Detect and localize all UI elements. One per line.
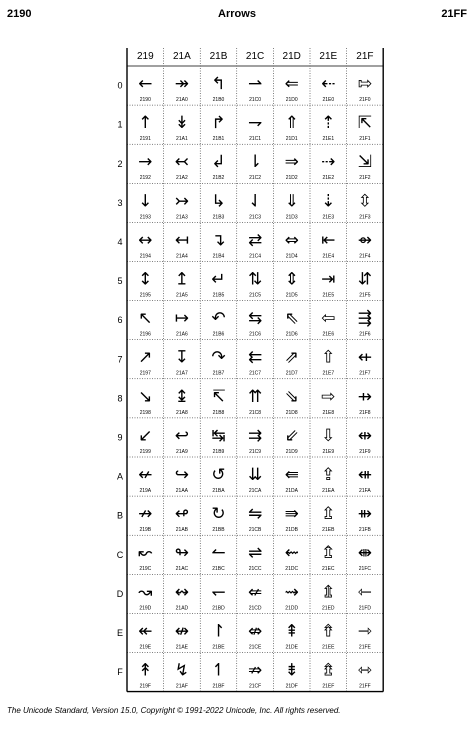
code-label-21E4: 21E4 — [322, 253, 335, 260]
glyph-21A0: ↠ — [174, 74, 190, 94]
glyph-21DF: ⇟ — [284, 660, 299, 681]
glyph-219A: ↚ — [138, 465, 153, 485]
code-label-21FA: 21FA — [359, 488, 371, 494]
glyph-21CD: ⇍ — [247, 582, 263, 603]
glyph-21BE: ↾ — [211, 621, 226, 642]
glyph-219F: ↟ — [138, 660, 153, 681]
code-label-21D0: 21D0 — [285, 97, 298, 103]
glyph-21C7: ⇇ — [247, 347, 263, 368]
code-label-21B0: 21B0 — [212, 97, 225, 103]
code-label-21CE: 21CE — [248, 644, 262, 651]
glyph-21B4: ↴ — [211, 230, 226, 251]
code-label-21F7: 21F7 — [359, 370, 371, 377]
code-label-21E8: 21E8 — [322, 409, 335, 416]
code-label-21BF: 21BF — [212, 683, 225, 690]
glyph-21B8: ↸ — [211, 386, 226, 407]
code-label-21CD: 21CD — [248, 605, 262, 612]
glyph-21FE: ⇾ — [357, 621, 373, 642]
code-label-21C6: 21C6 — [249, 331, 262, 338]
glyph-21DE: ⇞ — [284, 621, 299, 642]
code-label-21DF: 21DF — [285, 683, 298, 690]
glyph-21EF: ⇯ — [321, 660, 336, 681]
code-label-21B5: 21B5 — [212, 292, 225, 299]
glyph-21EA: ⇪ — [321, 465, 336, 485]
code-label-21F2: 21F2 — [359, 175, 371, 182]
glyph-21F3: ⇳ — [357, 191, 373, 212]
glyph-21C8: ⇈ — [247, 386, 263, 407]
glyph-21C1: ⇁ — [247, 113, 263, 134]
glyph-21D6: ⇖ — [284, 308, 299, 329]
glyph-21F6: ⇶ — [357, 308, 373, 329]
code-label-21A4: 21A4 — [176, 253, 188, 260]
glyph-2196: ↖ — [138, 308, 153, 329]
glyph-21DA: ⇚ — [284, 465, 299, 485]
glyph-21CE: ⇎ — [247, 621, 263, 642]
code-label-21F8: 21F8 — [359, 409, 371, 416]
code-label-219F: 219F — [139, 683, 152, 690]
column-header-21C: 21C — [245, 51, 265, 62]
glyph-21C5: ⇅ — [247, 269, 263, 290]
row-header-9: 9 — [117, 432, 123, 443]
glyph-21F9: ⇹ — [357, 425, 373, 446]
row-header-2: 2 — [117, 158, 123, 169]
code-label-21E2: 21E2 — [322, 175, 335, 182]
code-label-21E1: 21E1 — [322, 136, 335, 143]
glyph-21E7: ⇧ — [321, 347, 336, 368]
code-label-21ED: 21ED — [322, 605, 335, 612]
glyph-21D2: ⇒ — [284, 152, 299, 173]
code-label-21D9: 21D9 — [285, 448, 298, 455]
code-label-21DA: 21DA — [285, 488, 298, 494]
column-header-21B: 21B — [209, 51, 228, 62]
glyph-21A4: ↤ — [174, 230, 190, 251]
row-header-4: 4 — [117, 236, 123, 247]
glyph-219D: ↝ — [138, 582, 153, 603]
code-label-2198: 2198 — [139, 409, 151, 416]
code-label-21DD: 21DD — [285, 605, 299, 612]
glyph-21A9: ↩ — [174, 425, 190, 446]
glyph-21D1: ⇑ — [284, 113, 299, 134]
glyph-21E8: ⇨ — [321, 386, 336, 407]
code-label-21E6: 21E6 — [322, 331, 335, 338]
code-label-21B4: 21B4 — [212, 253, 225, 260]
row-header-B: B — [116, 510, 124, 521]
glyph-21BD: ↽ — [211, 582, 226, 603]
code-label-21FE: 21FE — [358, 644, 371, 651]
glyph-21E5: ⇥ — [321, 269, 336, 290]
code-label-2195: 2195 — [139, 292, 151, 299]
glyph-21B9: ↹ — [211, 425, 226, 446]
code-label-21A1: 21A1 — [176, 136, 188, 143]
code-label-21C3: 21C3 — [249, 214, 262, 221]
row-header-F: F — [117, 667, 123, 678]
code-label-21BC: 21BC — [212, 566, 225, 573]
glyph-219E: ↞ — [138, 621, 153, 642]
glyph-219C: ↜ — [138, 543, 153, 564]
glyph-21FA: ⇺ — [357, 465, 373, 485]
code-label-21A0: 21A0 — [176, 97, 188, 103]
glyph-21A8: ↨ — [174, 386, 190, 407]
glyph-21AF: ↯ — [174, 660, 190, 681]
glyph-21CF: ⇏ — [247, 660, 263, 681]
glyph-21C9: ⇉ — [247, 425, 263, 446]
code-label-21FB: 21FB — [358, 527, 371, 534]
code-label-21BB: 21BB — [212, 527, 225, 534]
code-label-21FC: 21FC — [358, 566, 372, 573]
code-label-219A: 219A — [139, 488, 152, 494]
code-label-21EE: 21EE — [322, 644, 335, 651]
row-header-E: E — [116, 627, 124, 638]
code-label-21D8: 21D8 — [285, 409, 298, 416]
glyph-21D5: ⇕ — [284, 269, 299, 290]
code-label-21A3: 21A3 — [176, 214, 188, 221]
glyph-2191: ↑ — [138, 113, 153, 134]
code-label-21FF: 21FF — [359, 683, 371, 690]
glyph-21A6: ↦ — [174, 308, 190, 329]
code-label-21B7: 21B7 — [212, 370, 225, 377]
code-label-219E: 219E — [139, 644, 152, 651]
code-label-21D7: 21D7 — [285, 370, 298, 377]
code-label-21AB: 21AB — [175, 527, 189, 534]
row-header-1: 1 — [117, 119, 123, 130]
code-label-2190: 2190 — [139, 97, 151, 103]
row-header-7: 7 — [117, 354, 123, 365]
range-start-label: 2190 — [7, 8, 32, 20]
glyph-21A1: ↡ — [174, 113, 190, 134]
glyph-21CA: ⇊ — [247, 465, 263, 485]
code-label-21B9: 21B9 — [212, 448, 225, 455]
glyph-21E0: ⇠ — [321, 74, 336, 94]
code-label-21AC: 21AC — [175, 566, 189, 573]
glyph-21E2: ⇢ — [321, 152, 336, 173]
column-header-21F: 21F — [356, 51, 374, 62]
code-label-21D3: 21D3 — [285, 214, 298, 221]
code-label-21A2: 21A2 — [176, 175, 188, 182]
code-label-21F1: 21F1 — [359, 136, 371, 143]
code-label-21AA: 21AA — [175, 488, 189, 494]
glyph-21FC: ⇼ — [357, 543, 373, 564]
code-label-21E3: 21E3 — [322, 214, 335, 221]
column-header-21A: 21A — [173, 51, 191, 62]
glyph-21EB: ⇫ — [321, 504, 336, 525]
glyph-21CC: ⇌ — [247, 543, 263, 564]
glyph-21AA: ↪ — [174, 465, 190, 485]
code-label-21C2: 21C2 — [249, 175, 262, 182]
row-header-A: A — [116, 471, 124, 482]
code-label-2196: 2196 — [139, 331, 151, 338]
glyph-21C3: ⇃ — [247, 191, 263, 212]
code-label-21C8: 21C8 — [249, 409, 262, 416]
row-header-6: 6 — [117, 315, 123, 326]
code-label-21B2: 21B2 — [212, 175, 225, 182]
glyph-21B0: ↰ — [211, 74, 226, 94]
glyph-21A7: ↧ — [174, 347, 190, 368]
code-label-21A8: 21A8 — [176, 409, 188, 416]
glyph-2195: ↕ — [138, 269, 153, 290]
code-label-21F9: 21F9 — [359, 448, 371, 455]
code-label-21B1: 21B1 — [212, 136, 225, 143]
code-label-21EA: 21EA — [322, 488, 335, 494]
glyph-21E4: ⇤ — [321, 230, 336, 251]
code-label-21FD: 21FD — [358, 605, 372, 612]
code-label-21E5: 21E5 — [322, 292, 335, 299]
code-label-21DB: 21DB — [285, 527, 298, 534]
code-label-21EB: 21EB — [322, 527, 335, 534]
code-label-2197: 2197 — [139, 370, 151, 377]
glyph-21DC: ⇜ — [284, 543, 299, 564]
glyph-21F4: ⇴ — [357, 230, 373, 251]
glyph-21D0: ⇐ — [284, 74, 299, 94]
glyph-2194: ↔ — [138, 230, 153, 251]
code-label-2194: 2194 — [139, 253, 151, 260]
glyph-21AE: ↮ — [174, 621, 190, 642]
glyph-21B6: ↶ — [211, 308, 226, 329]
glyph-21DD: ⇝ — [284, 582, 299, 603]
glyph-21BF: ↿ — [211, 660, 226, 681]
code-label-2192: 2192 — [139, 175, 151, 182]
glyph-21C4: ⇄ — [247, 230, 263, 251]
code-label-21D4: 21D4 — [285, 253, 298, 260]
code-label-21C7: 21C7 — [249, 370, 262, 377]
code-label-21F0: 21F0 — [359, 97, 371, 103]
glyph-21E9: ⇩ — [321, 425, 336, 446]
glyph-21BC: ↼ — [211, 543, 226, 564]
code-label-21A6: 21A6 — [176, 331, 188, 338]
glyph-21FD: ⇽ — [357, 582, 373, 603]
code-label-21AF: 21AF — [175, 683, 188, 690]
glyph-21C2: ⇂ — [247, 152, 263, 173]
code-label-21D2: 21D2 — [285, 175, 298, 182]
code-label-21B3: 21B3 — [212, 214, 225, 221]
glyph-2197: ↗ — [138, 347, 153, 368]
code-label-219C: 219C — [139, 566, 152, 573]
glyph-2192: → — [138, 152, 153, 173]
glyph-21A2: ↢ — [174, 152, 190, 173]
glyph-21F8: ⇸ — [357, 386, 373, 407]
glyph-21EC: ⇬ — [321, 543, 336, 564]
code-label-219D: 219D — [139, 605, 152, 612]
glyph-21E6: ⇦ — [321, 308, 336, 329]
code-label-21B8: 21B8 — [212, 409, 225, 416]
code-label-21C9: 21C9 — [249, 448, 262, 455]
glyph-2199: ↙ — [138, 425, 153, 446]
code-label-21A7: 21A7 — [176, 370, 188, 377]
code-label-21F6: 21F6 — [359, 331, 371, 338]
glyph-21AC: ↬ — [174, 543, 190, 564]
glyph-21DB: ⇛ — [284, 504, 299, 525]
row-header-8: 8 — [117, 393, 123, 404]
code-label-21E0: 21E0 — [322, 97, 335, 103]
row-header-C: C — [116, 549, 124, 560]
code-label-21F3: 21F3 — [359, 214, 371, 221]
glyph-21F0: ⇰ — [357, 74, 373, 94]
glyph-21B2: ↲ — [211, 152, 226, 173]
code-label-21A9: 21A9 — [176, 448, 188, 455]
glyph-21F5: ⇵ — [357, 269, 373, 290]
code-label-21C5: 21C5 — [249, 292, 262, 299]
row-header-D: D — [116, 588, 124, 599]
glyph-21AD: ↭ — [174, 582, 190, 603]
glyph-21B5: ↵ — [211, 269, 226, 290]
code-label-21CC: 21CC — [248, 566, 262, 573]
glyph-21B3: ↳ — [211, 191, 226, 212]
glyph-21E3: ⇣ — [321, 191, 336, 212]
block-title: Arrows — [218, 8, 256, 20]
glyph-21BA: ↺ — [211, 465, 226, 485]
copyright-footer: The Unicode Standard, Version 15.0, Copyright © 1991-2022 Unicode, Inc. All rights reserved. — [7, 706, 341, 715]
code-label-2191: 2191 — [139, 136, 151, 143]
glyph-219B: ↛ — [138, 504, 153, 525]
glyph-21ED: ⇭ — [321, 582, 336, 603]
glyph-2198: ↘ — [138, 386, 153, 407]
glyph-21C6: ⇆ — [247, 308, 263, 329]
code-label-21DC: 21DC — [285, 566, 299, 573]
code-label-21C0: 21C0 — [249, 97, 262, 103]
code-label-21BA: 21BA — [212, 488, 225, 494]
glyph-21D7: ⇗ — [284, 347, 299, 368]
glyph-21BB: ↻ — [211, 504, 226, 525]
glyph-21D4: ⇔ — [284, 230, 299, 251]
code-label-21D1: 21D1 — [285, 136, 298, 143]
glyph-21F2: ⇲ — [357, 152, 373, 173]
glyph-21D8: ⇘ — [284, 386, 299, 407]
code-label-21A5: 21A5 — [176, 292, 188, 299]
row-header-5: 5 — [117, 276, 123, 287]
code-label-21BE: 21BE — [212, 644, 225, 651]
glyph-21EE: ⇮ — [321, 621, 336, 642]
code-label-2199: 2199 — [139, 448, 151, 455]
glyph-21B1: ↱ — [211, 113, 226, 134]
code-label-21B6: 21B6 — [212, 331, 225, 338]
code-label-21C4: 21C4 — [249, 253, 262, 260]
code-label-21D5: 21D5 — [285, 292, 298, 299]
column-header-21E: 21E — [319, 51, 338, 62]
row-header-0: 0 — [117, 80, 123, 91]
glyph-2193: ↓ — [138, 191, 153, 212]
code-label-21CB: 21CB — [248, 527, 262, 534]
code-label-21F5: 21F5 — [359, 292, 371, 299]
glyph-2190: ← — [138, 74, 153, 94]
glyph-21FF: ⇿ — [357, 660, 373, 681]
code-label-21C1: 21C1 — [249, 136, 262, 143]
glyph-21C0: ⇀ — [247, 74, 263, 94]
code-label-21CA: 21CA — [248, 488, 262, 494]
code-label-21EF: 21EF — [322, 683, 335, 690]
glyph-21D3: ⇓ — [284, 191, 299, 212]
code-label-21E7: 21E7 — [322, 370, 335, 377]
glyph-21F7: ⇷ — [357, 347, 373, 368]
code-label-2193: 2193 — [139, 214, 151, 221]
glyph-21B7: ↷ — [211, 347, 226, 368]
code-label-21F4: 21F4 — [359, 253, 371, 260]
column-header-21D: 21D — [282, 51, 301, 62]
code-label-21EC: 21EC — [322, 566, 335, 573]
code-label-21D6: 21D6 — [285, 331, 298, 338]
glyph-21AB: ↫ — [174, 504, 190, 525]
glyph-21E1: ⇡ — [321, 113, 336, 134]
glyph-21A5: ↥ — [174, 269, 190, 290]
range-end-label: 21FF — [441, 8, 467, 20]
column-header-219: 219 — [136, 51, 154, 62]
glyph-21CB: ⇋ — [247, 504, 263, 525]
code-label-219B: 219B — [139, 527, 152, 534]
glyph-21FB: ⇻ — [357, 504, 373, 525]
code-label-21E9: 21E9 — [322, 448, 335, 455]
glyph-21A3: ↣ — [174, 191, 190, 212]
glyph-21F1: ⇱ — [357, 113, 373, 134]
code-label-21DE: 21DE — [285, 644, 298, 651]
code-label-21AD: 21AD — [175, 605, 189, 612]
glyph-21D9: ⇙ — [284, 425, 299, 446]
row-header-3: 3 — [117, 197, 123, 208]
code-label-21BD: 21BD — [212, 605, 225, 612]
code-label-21CF: 21CF — [248, 683, 262, 690]
code-label-21AE: 21AE — [175, 644, 189, 651]
